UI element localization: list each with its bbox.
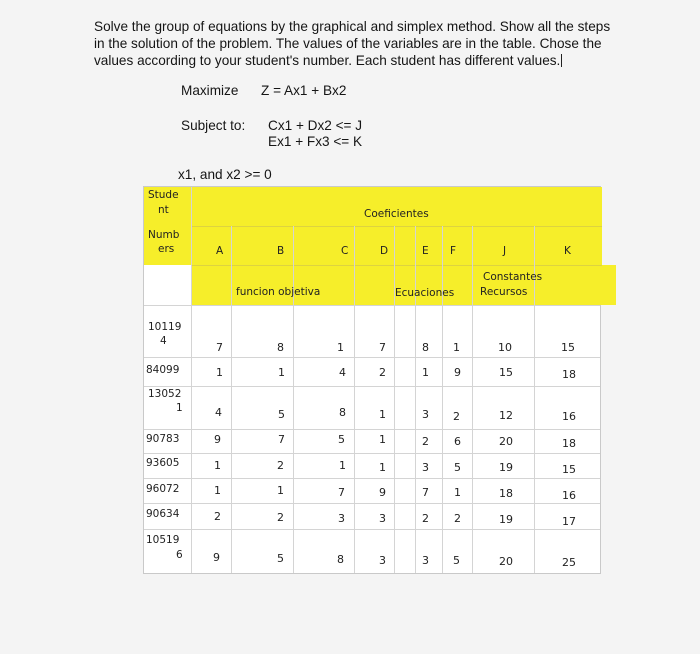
value-f: 1 xyxy=(453,341,460,354)
problem-statement xyxy=(94,18,674,69)
col-divider-6 xyxy=(442,226,443,573)
constraint-2: Ex1 + Fx3 <= K xyxy=(268,134,363,149)
maximize-label: Maximize xyxy=(181,83,239,98)
student-number-cont: 4 xyxy=(160,335,167,347)
value-a: 9 xyxy=(213,551,220,564)
value-b: 2 xyxy=(277,459,284,472)
value-k: 25 xyxy=(562,556,576,569)
value-d: 3 xyxy=(379,512,386,525)
header-divider-2 xyxy=(191,265,602,266)
col-header-e: E xyxy=(422,245,429,257)
problem-line-2: in the solution of the problem. The values of the variables are in the table. Chose the xyxy=(94,36,602,51)
value-f: 5 xyxy=(454,461,461,474)
recursos-label: Recursos xyxy=(480,286,528,298)
row-divider-5 xyxy=(144,478,600,479)
value-b: 2 xyxy=(277,511,284,524)
student-number: 10119 xyxy=(148,321,182,333)
value-d: 7 xyxy=(379,341,386,354)
student-number: 93605 xyxy=(146,457,180,469)
value-k: 18 xyxy=(562,437,576,450)
student-number: 90634 xyxy=(146,508,180,520)
value-j: 20 xyxy=(499,435,513,448)
value-d: 9 xyxy=(379,486,386,499)
value-e: 2 xyxy=(422,512,429,525)
value-f: 2 xyxy=(454,512,461,525)
value-a: 7 xyxy=(216,341,223,354)
row-divider-0 xyxy=(144,305,600,306)
numbers-label-line2: ers xyxy=(158,243,175,255)
value-e: 8 xyxy=(422,341,429,354)
value-j: 18 xyxy=(499,487,513,500)
student-number-cont: 1 xyxy=(176,402,183,414)
value-k: 15 xyxy=(561,341,575,354)
value-j: 19 xyxy=(499,461,513,474)
row-divider-3 xyxy=(144,429,600,430)
student-number: 96072 xyxy=(146,483,180,495)
value-d: 1 xyxy=(379,433,386,446)
col-header-b: B xyxy=(277,245,285,257)
student-label-line1: Stude xyxy=(148,189,179,201)
value-a: 1 xyxy=(216,366,223,379)
row-divider-4 xyxy=(144,453,600,454)
value-k: 16 xyxy=(562,410,576,423)
value-j: 20 xyxy=(499,555,513,568)
value-j: 15 xyxy=(499,366,513,379)
problem-line-3-text: values according to your student's number. Each student has different values. xyxy=(94,53,561,68)
value-k: 15 xyxy=(562,463,576,476)
col-header-a: A xyxy=(216,245,224,257)
value-b: 7 xyxy=(278,433,285,446)
value-c: 8 xyxy=(337,553,344,566)
value-e: 3 xyxy=(422,408,429,421)
value-c: 5 xyxy=(338,433,345,446)
value-k: 18 xyxy=(562,368,576,381)
value-e: 3 xyxy=(422,461,429,474)
nonnegativity-constraint: x1, and x2 >= 0 xyxy=(178,167,272,182)
coeficientes-header: Coeficientes xyxy=(364,208,429,220)
value-f: 2 xyxy=(453,410,460,423)
value-f: 6 xyxy=(454,435,461,448)
value-f: 5 xyxy=(453,554,460,567)
value-j: 19 xyxy=(499,513,513,526)
col-divider-7 xyxy=(472,226,473,573)
header-divider-1 xyxy=(191,226,602,227)
student-number: 90783 xyxy=(146,433,180,445)
funcion-objetiva-label: funcion objetiva xyxy=(236,286,321,298)
value-c: 8 xyxy=(339,406,346,419)
value-e: 1 xyxy=(422,366,429,379)
value-a: 1 xyxy=(214,484,221,497)
student-label-line2: nt xyxy=(158,204,169,216)
value-c: 4 xyxy=(339,366,346,379)
col-header-j: J xyxy=(503,245,507,257)
objective-function: Z = Ax1 + Bx2 xyxy=(261,83,347,98)
value-c: 3 xyxy=(338,512,345,525)
student-number: 10519 xyxy=(146,534,180,546)
value-b: 1 xyxy=(278,366,285,379)
value-a: 1 xyxy=(214,459,221,472)
value-a: 4 xyxy=(215,406,222,419)
value-c: 1 xyxy=(337,341,344,354)
student-number-cont: 6 xyxy=(176,549,183,561)
row-divider-6 xyxy=(144,503,600,504)
constantes-label: Constantes xyxy=(483,271,543,283)
row-divider-7 xyxy=(144,529,600,530)
value-k: 16 xyxy=(562,489,576,502)
value-b: 5 xyxy=(278,408,285,421)
col-header-c: C xyxy=(341,245,349,257)
value-j: 10 xyxy=(498,341,512,354)
col-divider-2 xyxy=(293,226,294,573)
row-divider-2 xyxy=(144,386,600,387)
problem-line-3 xyxy=(94,52,674,69)
value-b: 8 xyxy=(277,341,284,354)
value-d: 1 xyxy=(379,461,386,474)
col-header-k: K xyxy=(564,245,571,257)
value-e: 2 xyxy=(422,435,429,448)
value-f: 1 xyxy=(454,486,461,499)
value-c: 1 xyxy=(339,459,346,472)
value-c: 7 xyxy=(338,486,345,499)
header-fill-labels xyxy=(191,265,616,305)
col-divider-0 xyxy=(191,187,192,573)
row-divider-1 xyxy=(144,357,600,358)
value-b: 5 xyxy=(277,552,284,565)
col-divider-5 xyxy=(415,226,416,573)
value-j: 12 xyxy=(499,409,513,422)
value-d: 2 xyxy=(379,366,386,379)
value-a: 2 xyxy=(214,510,221,523)
constraint-1: Cx1 + Dx2 <= J xyxy=(268,118,363,133)
value-k: 17 xyxy=(562,515,576,528)
student-number: 84099 xyxy=(146,364,180,376)
subject-to-label: Subject to: xyxy=(181,118,246,133)
value-e: 3 xyxy=(422,554,429,567)
value-a: 9 xyxy=(214,433,221,446)
ecuaciones-label: Ecuaciones xyxy=(395,287,455,299)
student-number: 13052 xyxy=(148,388,182,400)
col-divider-1 xyxy=(231,226,232,573)
value-b: 1 xyxy=(277,484,284,497)
value-d: 3 xyxy=(379,554,386,567)
value-e: 7 xyxy=(422,486,429,499)
col-divider-4 xyxy=(394,226,395,573)
value-d: 1 xyxy=(379,408,386,421)
col-header-f: F xyxy=(450,245,457,257)
col-divider-3 xyxy=(354,226,355,573)
value-f: 9 xyxy=(454,366,461,379)
student-values-table xyxy=(143,186,601,574)
text-cursor xyxy=(561,54,562,67)
problem-line-1: Solve the group of equations by the graphical and simplex method. Show all the steps xyxy=(94,19,611,34)
numbers-label-line1: Numb xyxy=(148,229,180,241)
col-header-d: D xyxy=(380,245,389,257)
